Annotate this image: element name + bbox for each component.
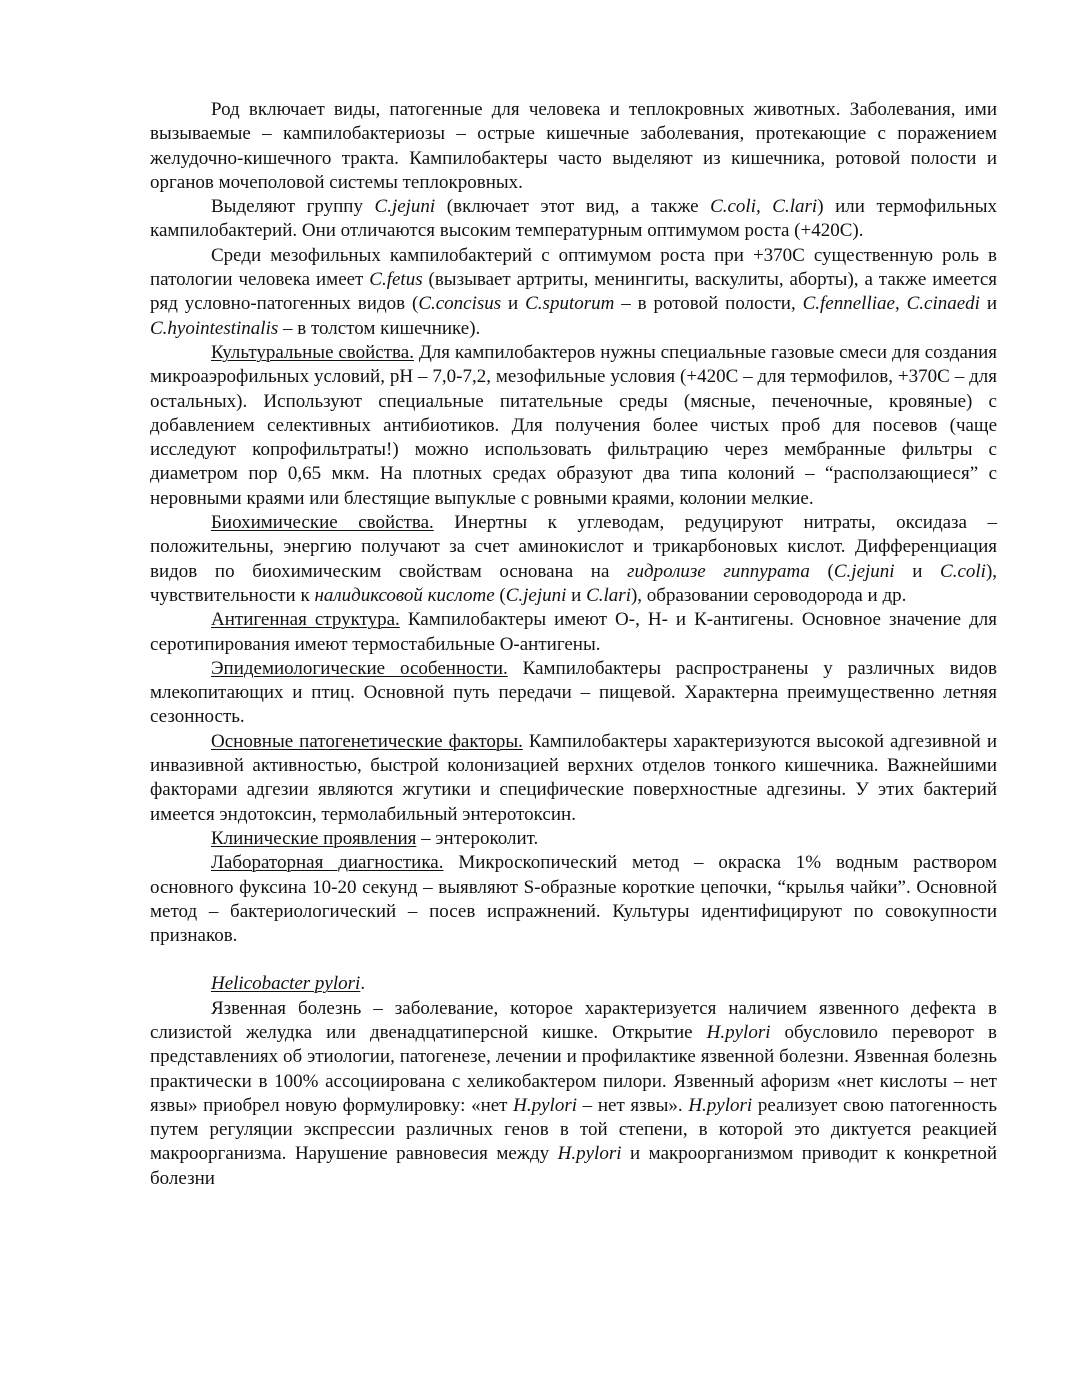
italic-term: C.fetus: [369, 269, 423, 291]
paragraph-ulcer: [150, 997, 997, 1191]
paragraph-biochemical: [150, 511, 997, 608]
text-run: ), образовании сероводорода и др.: [630, 584, 907, 606]
section-heading: Биохимические свойства.: [211, 512, 434, 534]
section-heading: Helicobacter pylori: [211, 973, 361, 995]
section-heading: Лабораторная диагностика.: [211, 852, 444, 874]
text-run: Кампилобактеры характеризуются высокой адгезивной и инвазивной активностью, быстрой колонизацией верхних отделов тонкого кишечника. Важнейшими факторами адгезии являются жгутики и специфические поверхностные адгезины. У этих бактерий имеется эндотоксин, термолабильный энтеротоксин.: [150, 730, 997, 825]
italic-term: C.sputorum: [525, 293, 615, 315]
section-heading: Основные патогенетические факторы.: [211, 730, 523, 752]
text-run: реализует свою патогенность путем регуляции экспрессии различных генов в той степени, в которой это диктуется реакцией макроорганизма. Нарушение равновесия между: [150, 1094, 998, 1165]
italic-term: C.coli: [940, 560, 986, 582]
paragraph-helicobacter-heading: [150, 972, 997, 996]
text-run: (: [494, 584, 506, 606]
text-run: (: [809, 560, 834, 582]
paragraph-spacer: [150, 948, 997, 972]
text-run: Кампилобактеры имеют О-, Н- и К-антигены. Основное значение для серотипирования имеют термостабильные О-антигены.: [150, 609, 998, 655]
italic-term: C.lari: [586, 584, 631, 606]
italic-term: C.jejuni: [833, 560, 895, 582]
paragraph-epidemiology: [150, 657, 997, 730]
italic-term: C.jejuni: [374, 196, 436, 218]
section-heading: Антигенная структура.: [211, 609, 400, 631]
paragraph-antigenic: [150, 608, 997, 657]
text-run: обусловило переворот в представлениях об этиологии, патогенезе, лечении и профилактике язвенной болезни. Язвенная болезнь практически в 100% ассоциирована с хеликобактером пилори. Язвенный афоризм «нет кислоты – нет язвы» приобрел новую формулировку: «нет: [150, 1021, 997, 1116]
text-run: и макроорганизмом приводит к конкретной болезни: [150, 1143, 997, 1189]
paragraph-cultural: [150, 341, 997, 511]
paragraph-intro: [150, 98, 997, 195]
text-run: – нет язвы».: [577, 1094, 689, 1116]
paragraph-thermophilic: [150, 195, 997, 244]
text-run: .: [360, 973, 366, 995]
italic-term: C.fennelliae: [802, 293, 895, 315]
text-run: Для кампилобактеров нужны специальные газовые смеси для создания микроаэрофильных условий, рН – 7,0-7,2, мезофильные условия (+420С – для термофилов, +370С – для остальных). Используют специальные питательные среды (мясные, печеночные, кровяные) с добавлением селективных антибиотиков. Для получения более чистых проб для посевов (чаще исследуют копрофильтраты!) можно использовать фильтрацию через мембранные фильтры с диаметром пор 0,65 мкм. На плотных средах образуют два типа колоний – “расползающиеся” с неровными краями или блестящие выпуклые с ровными краями, колонии мелкие.: [150, 341, 997, 509]
paragraph-pathogenic: [150, 730, 997, 827]
text-run: Род включает виды, патогенные для человека и теплокровных животных. Заболевания, ими вызываемые – кампилобактериозы – острые кишечные заболевания, протекающие с поражением желудочно-кишечного тракта. Кампилобактеры часто выделяют из кишечника, ротовой полости и органов мочеполовой системы теплокровных.: [150, 99, 997, 193]
italic-term: H.pylori: [557, 1143, 622, 1165]
text-run: Язвенная болезнь – заболевание, которое характеризуется наличием язвенного дефекта в слизистой желудка или двенадцатиперсной кишке. Открытие: [150, 997, 997, 1043]
italic-term: C.jejuni: [505, 584, 567, 606]
text-run: и: [566, 584, 587, 606]
italic-term: H.pylori: [706, 1021, 771, 1043]
text-run: и: [979, 293, 998, 315]
italic-term: H.pylori: [513, 1094, 578, 1116]
text-run: ) или термофильных кампилобактерий. Они отличаются высоким температурным оптимумом роста (+420С).: [150, 196, 997, 242]
paragraph-clinical: [150, 827, 997, 851]
text-run: ,: [894, 293, 907, 315]
text-run: (включает этот вид, а также: [435, 196, 711, 218]
italic-term: C.coli, C.lari: [710, 196, 818, 218]
text-run: Выделяют группу: [211, 196, 375, 218]
section-heading: Культуральные свойства.: [211, 341, 414, 363]
italic-term: C.concisus: [418, 293, 502, 315]
paragraph-lab: [150, 851, 997, 948]
italic-term: гидролизе гиппурата: [627, 560, 810, 582]
italic-term: C.cinaedi: [906, 293, 980, 315]
section-heading: Клинические проявления: [211, 827, 417, 849]
text-run: Среди мезофильных кампилобактерий с оптимумом роста при +370С существенную роль в патологии человека имеет: [150, 244, 997, 291]
text-run: – в толстом кишечнике).: [278, 317, 481, 339]
document-page: [150, 98, 997, 1191]
section-heading: Эпидемиологические особенности.: [211, 657, 508, 679]
italic-term: H.pylori: [688, 1094, 753, 1116]
italic-term: налидиксовой кислоте: [314, 584, 495, 606]
text-run: Инертны к углеводам, редуцируют нитраты, оксидаза – положительны, энергию получают за счет аминокислот и трикарбоновых кислот. Дифференциация видов по биохимическим свойствам основана на: [150, 512, 997, 582]
text-run: (вызывает артриты, менингиты, васкулиты, аборты), а также имеется ряд условно-патогенных видов (: [150, 269, 997, 315]
text-run: Кампилобактеры распространены у различных видов млекопитающих и птиц. Основной путь передачи – пищевой. Характерна преимущественно летняя сезонность.: [150, 657, 998, 728]
text-run: и: [894, 560, 941, 582]
text-run: – в ротовой полости,: [614, 293, 803, 315]
italic-term: C.hyointestinalis: [150, 317, 279, 339]
text-run: и: [501, 293, 526, 315]
text-run: – энтероколит.: [416, 827, 539, 849]
text-run: Микроскопический метод – окраска 1% водным раствором основного фуксина 10-20 секунд – выявляют S-образные короткие цепочки, “крылья чайки”. Основной метод – бактериологический – посев испражнений. Культуры идентифицируют по совокупности признаков.: [150, 852, 997, 947]
text-run: ), чувствительности к: [150, 560, 998, 606]
paragraph-mesophilic: [150, 244, 997, 341]
